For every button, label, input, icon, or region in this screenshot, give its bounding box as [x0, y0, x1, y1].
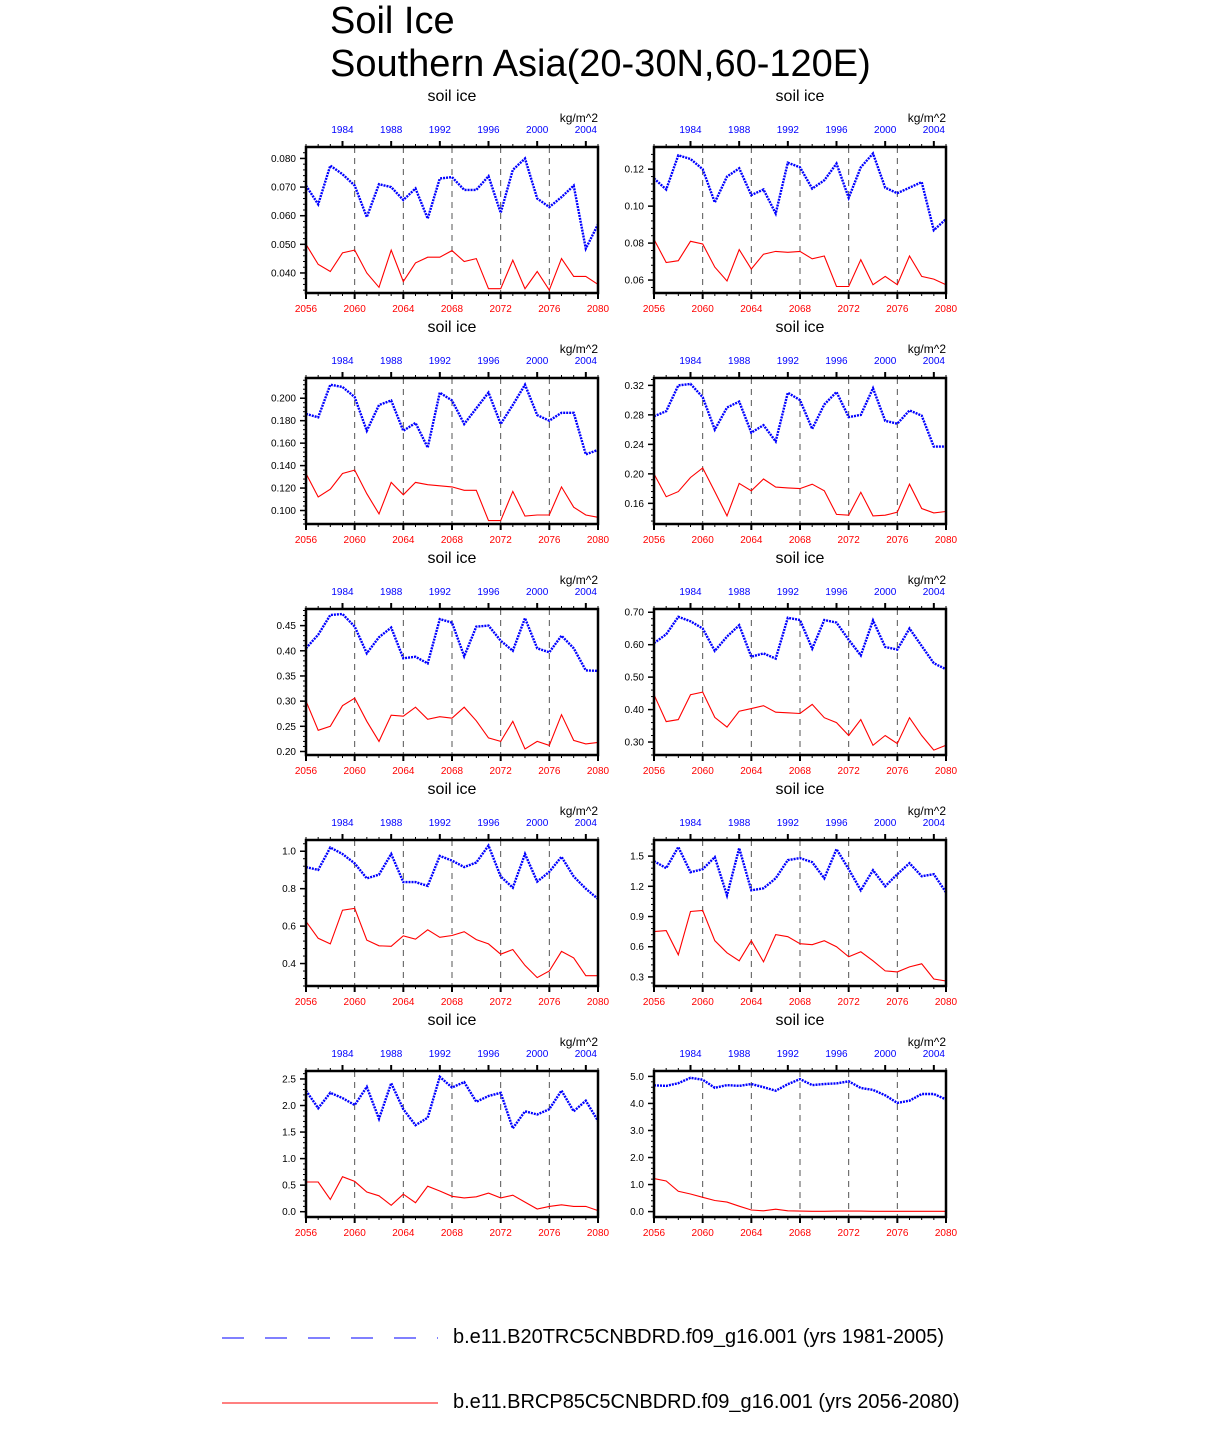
y-tick-label: 0.20	[276, 746, 296, 758]
top-tick-label: 2004	[922, 1049, 945, 1060]
top-tick-label: 1988	[380, 1049, 403, 1060]
y-tick-label: 0.60	[624, 640, 644, 652]
bottom-tick-label: 2068	[788, 304, 812, 315]
bottom-tick-label: 2056	[294, 535, 318, 546]
y-tick-label: 0.040	[270, 268, 296, 280]
series-line-historical	[654, 1078, 946, 1103]
top-tick-label: 2004	[574, 125, 597, 136]
bottom-tick-label: 2060	[343, 997, 366, 1008]
top-tick-label: 2004	[922, 818, 945, 829]
bottom-tick-label: 2068	[440, 1228, 464, 1239]
bottom-tick-label: 2060	[691, 1228, 714, 1239]
bottom-tick-label: 2056	[642, 304, 666, 315]
bottom-tick-label: 2072	[489, 766, 512, 777]
series-line-historical	[306, 385, 598, 455]
top-tick-label: 1992	[428, 587, 451, 598]
bottom-tick-label: 2072	[837, 304, 860, 315]
panel	[630, 781, 957, 1008]
y-tick-label: 2.5	[282, 1074, 296, 1086]
top-tick-label: 1988	[380, 125, 403, 136]
bottom-tick-label: 2076	[886, 997, 909, 1008]
top-tick-label: 2000	[526, 356, 549, 367]
panel	[625, 319, 958, 546]
y-tick-label: 0.100	[270, 506, 296, 518]
y-tick-label: 0.70	[624, 607, 644, 619]
chart-title: Soil Ice	[330, 0, 455, 42]
top-tick-label: 2004	[922, 125, 945, 136]
y-tick-label: 0.06	[624, 275, 644, 287]
panel-title: soil ice	[427, 550, 477, 567]
panel	[277, 550, 610, 777]
units-label: kg/m^2	[559, 573, 598, 587]
bottom-tick-label: 2080	[586, 304, 610, 315]
bottom-tick-label: 2080	[934, 997, 958, 1008]
bottom-tick-label: 2056	[294, 766, 318, 777]
panel	[271, 88, 610, 315]
y-tick-label: 5.0	[630, 1071, 644, 1083]
bottom-tick-label: 2064	[740, 766, 763, 777]
panel-title: soil ice	[775, 88, 825, 105]
bottom-tick-label: 2060	[343, 535, 366, 546]
panel-title: soil ice	[427, 781, 477, 798]
top-tick-label: 1984	[331, 587, 354, 598]
top-tick-label: 2000	[874, 356, 897, 367]
bottom-tick-label: 2068	[788, 766, 812, 777]
bottom-tick-label: 2068	[440, 304, 464, 315]
top-tick-label: 1984	[331, 356, 354, 367]
top-tick-label: 1996	[477, 125, 500, 136]
bottom-tick-label: 2056	[642, 766, 666, 777]
y-tick-label: 0.32	[624, 380, 644, 392]
bottom-tick-label: 2060	[343, 1228, 366, 1239]
bottom-tick-label: 2076	[886, 766, 909, 777]
y-tick-label: 0.20	[624, 469, 644, 481]
y-tick-label: 4.0	[630, 1098, 644, 1110]
top-tick-label: 2000	[526, 125, 549, 136]
panel-title: soil ice	[775, 781, 825, 798]
y-tick-label: 0.35	[276, 671, 296, 683]
units-label: kg/m^2	[559, 1035, 598, 1049]
y-tick-label: 0.160	[270, 438, 296, 450]
top-tick-label: 1996	[825, 587, 848, 598]
y-tick-label: 0.6	[630, 942, 644, 954]
y-tick-label: 0.060	[270, 211, 296, 223]
top-tick-label: 1992	[776, 587, 799, 598]
bottom-tick-label: 2076	[886, 535, 909, 546]
top-tick-label: 2004	[922, 356, 945, 367]
y-tick-label: 0.10	[624, 201, 644, 213]
top-tick-label: 1992	[428, 1049, 451, 1060]
top-tick-label: 1988	[728, 356, 751, 367]
y-tick-label: 0.050	[270, 239, 296, 251]
top-tick-label: 2000	[526, 818, 549, 829]
y-tick-label: 0.25	[276, 721, 296, 733]
top-tick-label: 1992	[776, 125, 799, 136]
top-tick-label: 1992	[428, 125, 451, 136]
top-tick-label: 2000	[874, 818, 897, 829]
top-tick-label: 2000	[526, 1049, 549, 1060]
chart-subtitle: Southern Asia(20-30N,60-120E)	[330, 43, 871, 85]
y-tick-label: 0.5	[282, 1180, 296, 1192]
bottom-tick-label: 2064	[392, 997, 415, 1008]
bottom-tick-label: 2056	[642, 1228, 666, 1239]
y-tick-label: 0.45	[276, 621, 296, 633]
top-tick-label: 1996	[825, 818, 848, 829]
panel-title: soil ice	[427, 88, 477, 105]
y-tick-label: 0.08	[624, 238, 644, 250]
bottom-tick-label: 2056	[642, 997, 666, 1008]
bottom-tick-label: 2064	[392, 766, 415, 777]
y-tick-label: 2.0	[630, 1153, 644, 1165]
y-tick-label: 0.0	[630, 1207, 644, 1219]
y-tick-label: 0.180	[270, 416, 296, 428]
bottom-tick-label: 2076	[538, 766, 561, 777]
bottom-tick-label: 2068	[440, 997, 464, 1008]
bottom-tick-label: 2056	[294, 997, 318, 1008]
top-tick-label: 2000	[874, 1049, 897, 1060]
bottom-tick-label: 2056	[294, 304, 318, 315]
top-tick-label: 1984	[679, 356, 702, 367]
top-tick-label: 1984	[331, 125, 354, 136]
top-tick-label: 1996	[477, 818, 500, 829]
y-tick-label: 1.0	[282, 1154, 296, 1166]
y-tick-label: 0.40	[624, 705, 644, 717]
top-tick-label: 1992	[776, 818, 799, 829]
bottom-tick-label: 2072	[837, 1228, 860, 1239]
panel	[625, 88, 958, 315]
top-tick-label: 1984	[679, 125, 702, 136]
bottom-tick-label: 2068	[788, 997, 812, 1008]
bottom-tick-label: 2068	[440, 535, 464, 546]
bottom-tick-label: 2064	[392, 535, 415, 546]
bottom-tick-label: 2076	[538, 535, 561, 546]
top-tick-label: 1992	[428, 356, 451, 367]
units-label: kg/m^2	[907, 342, 946, 356]
bottom-tick-label: 2068	[788, 1228, 812, 1239]
y-tick-label: 2.0	[282, 1101, 296, 1113]
bottom-tick-label: 2072	[489, 1228, 512, 1239]
bottom-tick-label: 2072	[837, 766, 860, 777]
bottom-tick-label: 2076	[886, 304, 909, 315]
y-tick-label: 0.6	[282, 921, 296, 933]
bottom-tick-label: 2072	[489, 535, 512, 546]
top-tick-label: 1992	[776, 1049, 799, 1060]
top-tick-label: 1996	[477, 587, 500, 598]
top-tick-label: 2004	[922, 587, 945, 598]
top-tick-label: 1984	[679, 587, 702, 598]
top-tick-label: 1988	[380, 356, 403, 367]
bottom-tick-label: 2064	[392, 1228, 415, 1239]
bottom-tick-label: 2060	[691, 766, 714, 777]
bottom-tick-label: 2076	[538, 304, 561, 315]
y-tick-label: 1.5	[282, 1127, 296, 1139]
bottom-tick-label: 2080	[586, 766, 610, 777]
y-tick-label: 0.40	[276, 646, 296, 658]
y-tick-label: 0.0	[282, 1207, 296, 1219]
top-tick-label: 1992	[428, 818, 451, 829]
panel	[282, 781, 609, 1008]
top-tick-label: 1988	[728, 818, 751, 829]
top-tick-label: 2000	[874, 125, 897, 136]
panel-title: soil ice	[427, 1012, 477, 1029]
bottom-tick-label: 2080	[934, 535, 958, 546]
top-tick-label: 2000	[874, 587, 897, 598]
bottom-tick-label: 2060	[343, 766, 366, 777]
top-tick-label: 1996	[825, 1049, 848, 1060]
bottom-tick-label: 2068	[788, 535, 812, 546]
units-label: kg/m^2	[559, 342, 598, 356]
top-tick-label: 2004	[574, 1049, 597, 1060]
y-tick-label: 0.120	[270, 483, 296, 495]
y-tick-label: 0.12	[624, 164, 644, 176]
y-tick-label: 0.8	[282, 884, 296, 896]
bottom-tick-label: 2060	[691, 997, 714, 1008]
top-tick-label: 1996	[825, 125, 848, 136]
y-tick-label: 1.0	[282, 846, 296, 858]
top-tick-label: 1988	[728, 1049, 751, 1060]
top-tick-label: 1984	[679, 818, 702, 829]
panel-title: soil ice	[427, 319, 477, 336]
y-tick-label: 1.5	[630, 851, 644, 863]
units-label: kg/m^2	[907, 573, 946, 587]
panel-title: soil ice	[775, 550, 825, 567]
y-tick-label: 0.3	[630, 972, 644, 984]
panel	[282, 1012, 609, 1239]
bottom-tick-label: 2060	[691, 535, 714, 546]
y-tick-label: 0.080	[270, 153, 296, 165]
y-tick-label: 0.28	[624, 410, 644, 422]
bottom-tick-label: 2076	[538, 1228, 561, 1239]
top-tick-label: 1984	[331, 818, 354, 829]
y-tick-label: 3.0	[630, 1125, 644, 1137]
bottom-tick-label: 2068	[440, 766, 464, 777]
units-label: kg/m^2	[559, 111, 598, 125]
top-tick-label: 1996	[477, 356, 500, 367]
bottom-tick-label: 2072	[489, 997, 512, 1008]
bottom-tick-label: 2072	[489, 304, 512, 315]
top-tick-label: 1992	[776, 356, 799, 367]
y-tick-label: 0.16	[624, 498, 644, 510]
bottom-tick-label: 2076	[886, 1228, 909, 1239]
top-tick-label: 1984	[331, 1049, 354, 1060]
bottom-tick-label: 2076	[538, 997, 561, 1008]
panel	[271, 319, 610, 546]
bottom-tick-label: 2064	[740, 304, 763, 315]
units-label: kg/m^2	[559, 804, 598, 818]
bottom-tick-label: 2064	[392, 304, 415, 315]
y-tick-label: 0.24	[624, 439, 644, 451]
bottom-tick-label: 2072	[837, 535, 860, 546]
bottom-tick-label: 2060	[691, 304, 714, 315]
bottom-tick-label: 2064	[740, 1228, 763, 1239]
y-tick-label: 0.30	[624, 737, 644, 749]
panel-title: soil ice	[775, 1012, 825, 1029]
top-tick-label: 1988	[380, 587, 403, 598]
panel-title: soil ice	[775, 319, 825, 336]
top-tick-label: 1984	[679, 1049, 702, 1060]
bottom-tick-label: 2080	[934, 766, 958, 777]
y-tick-label: 0.4	[282, 959, 296, 971]
bottom-tick-label: 2080	[586, 1228, 610, 1239]
bottom-tick-label: 2060	[343, 304, 366, 315]
y-tick-label: 0.30	[276, 696, 296, 708]
bottom-tick-label: 2064	[740, 997, 763, 1008]
bottom-tick-label: 2064	[740, 535, 763, 546]
y-tick-label: 0.50	[624, 672, 644, 684]
bottom-tick-label: 2072	[837, 997, 860, 1008]
units-label: kg/m^2	[907, 1035, 946, 1049]
units-label: kg/m^2	[907, 111, 946, 125]
top-tick-label: 1996	[825, 356, 848, 367]
top-tick-label: 2004	[574, 356, 597, 367]
legend-label-historical: b.e11.B20TRC5CNBDRD.f09_g16.001 (yrs 1981-2005)	[453, 1326, 945, 1348]
bottom-tick-label: 2080	[586, 997, 610, 1008]
top-tick-label: 1988	[728, 125, 751, 136]
y-tick-label: 0.200	[270, 393, 296, 405]
top-tick-label: 2000	[526, 587, 549, 598]
y-tick-label: 1.0	[630, 1180, 644, 1192]
bottom-tick-label: 2080	[586, 535, 610, 546]
top-tick-label: 2004	[574, 818, 597, 829]
bottom-tick-label: 2080	[934, 1228, 958, 1239]
bottom-tick-label: 2056	[642, 535, 666, 546]
top-tick-label: 1996	[477, 1049, 500, 1060]
y-tick-label: 0.140	[270, 461, 296, 473]
bottom-tick-label: 2056	[294, 1228, 318, 1239]
y-tick-label: 0.9	[630, 912, 644, 924]
top-tick-label: 1988	[728, 587, 751, 598]
top-tick-label: 1988	[380, 818, 403, 829]
legend-label-future: b.e11.BRCP85C5CNBDRD.f09_g16.001 (yrs 2056-2080)	[453, 1391, 960, 1413]
bottom-tick-label: 2080	[934, 304, 958, 315]
y-tick-label: 1.2	[630, 881, 644, 893]
units-label: kg/m^2	[907, 804, 946, 818]
y-tick-label: 0.070	[270, 182, 296, 194]
panel	[625, 550, 958, 777]
top-tick-label: 2004	[574, 587, 597, 598]
panel	[630, 1012, 957, 1239]
